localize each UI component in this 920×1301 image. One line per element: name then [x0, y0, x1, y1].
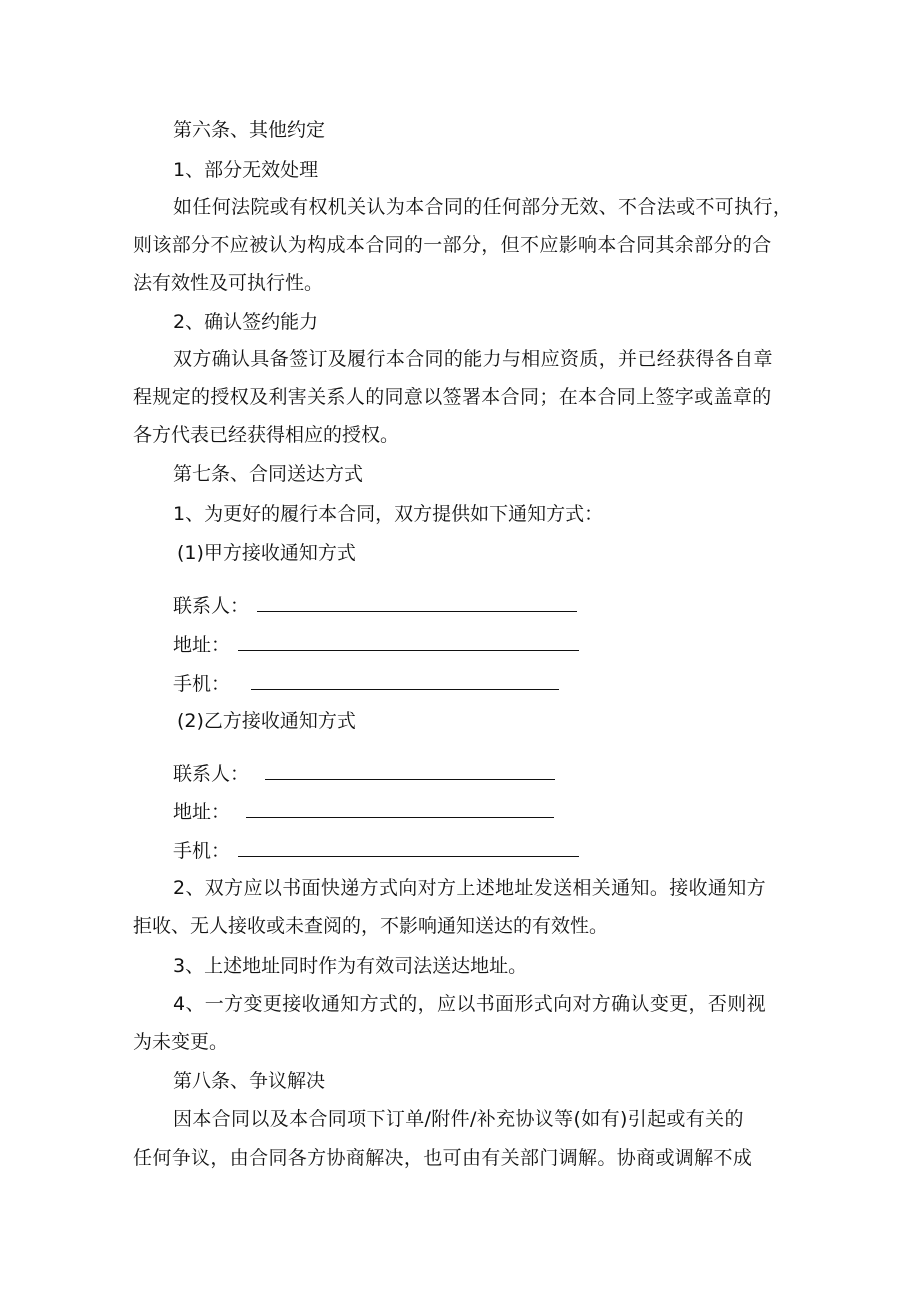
- party-b-address-row: [173, 799, 554, 824]
- article-6-item-2-line-3: 各方代表已经获得相应的授权。: [133, 424, 400, 446]
- party-a-phone-row: [173, 671, 559, 696]
- party-a-contact-blank[interactable]: [257, 593, 577, 612]
- party-b-contact-label: 联系人：: [173, 763, 250, 785]
- article-7-item-3: 3、上述地址同时作为有效司法送达地址。: [173, 955, 528, 977]
- article-8-title: 第八条、争议解决: [173, 1070, 326, 1092]
- article-8-line-2: 任何争议，由合同各方协商解决，也可由有关部门调解。协商或调解不成: [133, 1147, 753, 1169]
- article-7-item-4-line-2: 为未变更。: [133, 1031, 229, 1053]
- party-a-phone-blank[interactable]: [251, 671, 559, 690]
- article-7-item-2-line-2: 拒收、无人接收或未查阅的，不影响通知送达的有效性。: [133, 915, 609, 937]
- article-6-item-2-line-2: 程规定的授权及利害关系人的同意以签署本合同；在本合同上签字或盖章的: [133, 386, 772, 408]
- article-6-item-1-line-1: 如任何法院或有权机关认为本合同的任何部分无效、不合法或不可执行，: [173, 196, 793, 218]
- article-7-item-4-line-1: 4、一方变更接收通知方式的，应以书面形式向对方确认变更，否则视: [173, 993, 766, 1015]
- party-b-address-blank[interactable]: [246, 799, 554, 818]
- article-6-title: 第六条、其他约定: [173, 119, 326, 141]
- party-b-address-label: 地址：: [173, 801, 231, 823]
- party-b-contact-row: [173, 761, 555, 786]
- article-6-item-1-line-3: 法有效性及可执行性。: [133, 272, 324, 294]
- party-b-phone-label: 手机：: [173, 840, 231, 862]
- party-a-contact-row: [173, 593, 577, 618]
- party-b-contact-blank[interactable]: [265, 761, 555, 780]
- article-7-title: 第七条、合同送达方式: [173, 463, 364, 485]
- article-7-item-1: 1、为更好的履行本合同，双方提供如下通知方式：: [173, 503, 604, 525]
- party-a-contact-label: 联系人：: [173, 595, 250, 617]
- article-6-item-2-line-1: 双方确认具备签订及履行本合同的能力与相应资质，并已经获得各自章: [173, 348, 773, 370]
- party-a-phone-label: 手机：: [173, 673, 231, 695]
- article-6-item-1-line-2: 则该部分不应被认为构成本合同的一部分，但不应影响本合同其余部分的合: [133, 234, 772, 256]
- article-6-item-1-heading: 1、部分无效处理: [173, 159, 319, 181]
- party-a-address-row: [173, 632, 579, 657]
- party-a-address-label: 地址：: [173, 634, 231, 656]
- party-b-phone-blank[interactable]: [238, 838, 579, 857]
- party-b-phone-row: [173, 838, 579, 863]
- party-a-heading: (1)甲方接收通知方式: [177, 542, 356, 564]
- article-7-item-2-line-1: 2、双方应以书面快递方式向对方上述地址发送相关通知。接收通知方: [173, 877, 766, 899]
- party-b-heading: (2)乙方接收通知方式: [177, 710, 356, 732]
- article-6-item-2-heading: 2、确认签约能力: [173, 311, 319, 333]
- party-a-address-blank[interactable]: [238, 632, 579, 651]
- article-8-line-1: 因本合同以及本合同项下订单/附件/补充协议等(如有)引起或有关的: [173, 1108, 744, 1130]
